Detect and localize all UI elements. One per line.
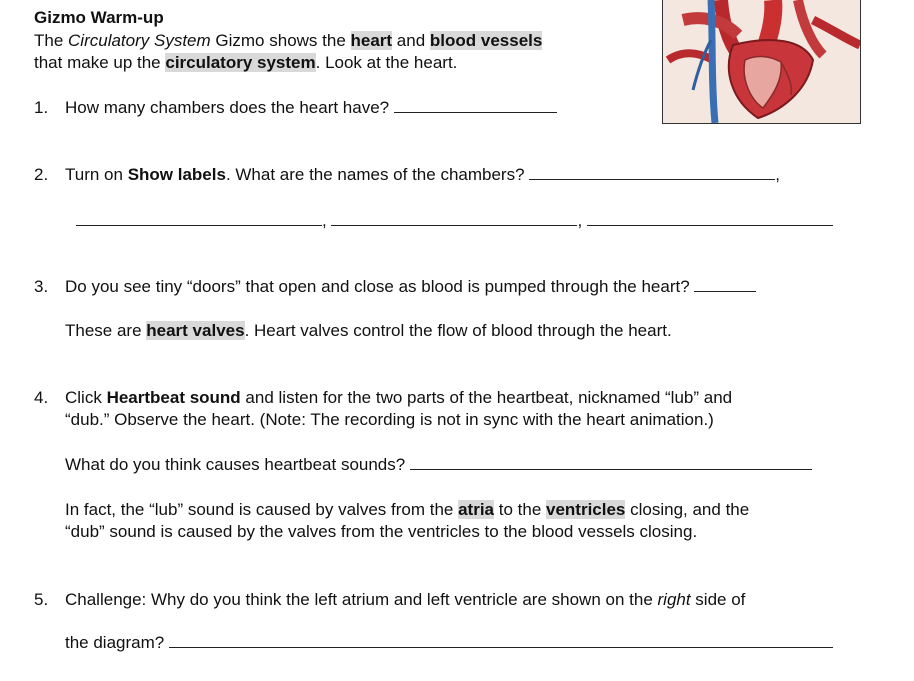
question-4-ask: What do you think causes heartbeat sounds? (65, 454, 812, 476)
question-4: 4. Click Heartbeat sound and listen for the two parts of the heartbeat, nicknamed “lub” and (34, 388, 733, 407)
question-number: 1. (34, 98, 49, 117)
question-2-blanks: , , (76, 210, 833, 232)
answer-blank-heartbeat-cause[interactable] (410, 468, 812, 470)
question-number: 4. (34, 388, 49, 407)
question-4-fact-1: In fact, the “lub” sound is caused by valves from the atria to the ventricles closing, and the (65, 500, 750, 519)
emphasis-right: right (657, 590, 691, 609)
question-number: 2. (34, 165, 49, 184)
answer-blank-chamber-1[interactable] (529, 178, 775, 180)
term-atria: atria (458, 500, 495, 519)
question-3: 3. Do you see tiny “doors” that open and close as blood is pumped through the heart? (34, 276, 756, 298)
heartbeat-sound-term: Heartbeat sound (106, 388, 241, 407)
answer-blank-chambers-count[interactable] (394, 111, 557, 113)
question-3-note: These are heart valves. Heart valves control the flow of blood through the heart. (65, 321, 672, 340)
question-1: 1. How many chambers does the heart have? (34, 97, 557, 119)
question-4-fact-2: “dub” sound is caused by the valves from the ventricles to the blood vessels closing. (65, 522, 698, 541)
show-labels-term: Show labels (127, 165, 226, 184)
gizmo-name: Circulatory System (68, 31, 211, 50)
question-4-line-2: “dub.” Observe the heart. (Note: The recording is not in sync with the heart animation.) (65, 410, 714, 429)
answer-blank-doors[interactable] (694, 290, 756, 292)
answer-blank-challenge[interactable] (169, 646, 833, 648)
term-blood-vessels: blood vessels (429, 31, 543, 50)
question-5: 5. Challenge: Why do you think the left atrium and left ventricle are shown on the right side of (34, 590, 746, 609)
question-number: 3. (34, 277, 49, 296)
term-ventricles: ventricles (546, 500, 626, 519)
term-heart: heart (350, 31, 393, 50)
page-title: Gizmo Warm-up (34, 8, 164, 27)
answer-blank-chamber-3[interactable] (331, 224, 577, 226)
question-number: 5. (34, 590, 49, 609)
question-5-line-2: the diagram? (65, 632, 833, 654)
answer-blank-chamber-4[interactable] (587, 224, 833, 226)
heart-illustration (662, 0, 861, 124)
answer-blank-chamber-2[interactable] (76, 224, 322, 226)
term-circulatory-system: circulatory system (165, 53, 316, 72)
intro-line-1: The Circulatory System Gizmo shows the heart and blood vessels (34, 31, 543, 50)
intro-line-2: that make up the circulatory system. Look at the heart. (34, 53, 458, 72)
heart-icon (663, 0, 860, 123)
question-2: 2. Turn on Show labels. What are the names of the chambers? , (34, 165, 780, 184)
term-heart-valves: heart valves (146, 321, 245, 340)
